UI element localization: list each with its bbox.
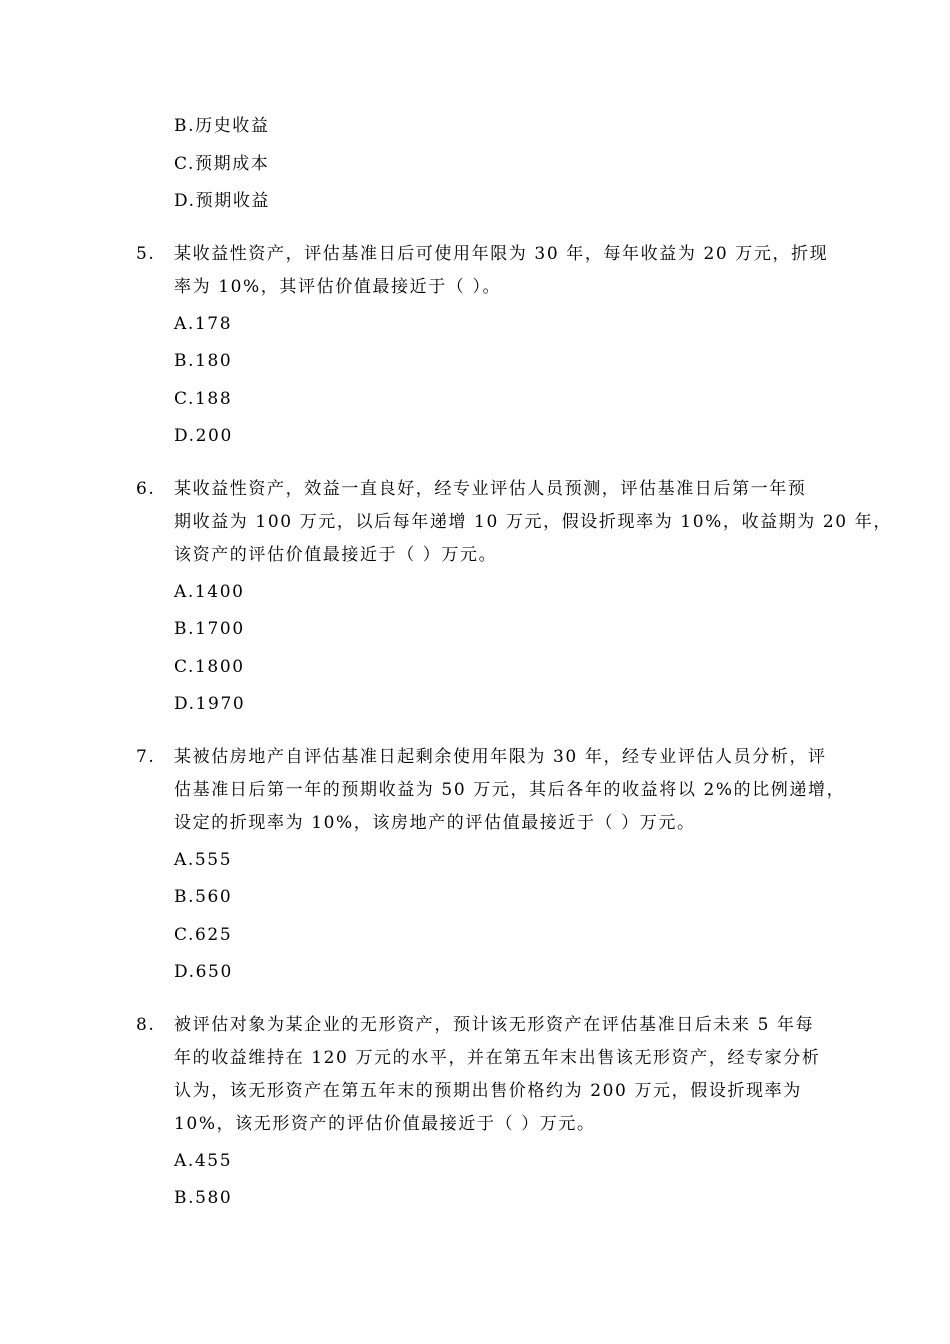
question-8-number: 8.: [136, 1015, 156, 1035]
question-8-line-3: 认为，该无形资产在第五年末的预期出售价格约为 200 万元，假设折现率为: [174, 1081, 802, 1101]
question-8-option-a: A.455: [174, 1151, 233, 1171]
question-5-option-a: A.178: [174, 314, 233, 334]
question-6-line-2: 期收益为 100 万元，以后每年递增 10 万元，假设折现率为 10%，收益期为 20 年，: [174, 512, 892, 532]
question-5-line-1: 某收益性资产，评估基准日后可使用年限为 30 年，每年收益为 20 万元，折现: [174, 244, 829, 264]
question-8-option-b: B.580: [174, 1188, 233, 1208]
question-7-option-b: B.560: [174, 887, 233, 907]
question-7-number: 7.: [136, 747, 156, 767]
question-6-number: 6.: [136, 479, 156, 499]
question-6-option-b: B.1700: [174, 619, 245, 639]
question-8-line-2: 年的收益维持在 120 万元的水平，并在第五年末出售该无形资产，经专家分析: [174, 1048, 821, 1068]
question-7-option-c: C.625: [174, 925, 233, 945]
question-8-line-4: 10%，该无形资产的评估价值最接近于（ ）万元。: [174, 1114, 596, 1134]
option-d-prev: D.预期收益: [174, 191, 271, 211]
question-5-option-b: B.180: [174, 351, 233, 371]
question-7-line-3: 设定的折现率为 10%，该房地产的评估值最接近于（ ）万元。: [174, 813, 696, 833]
question-5-option-c: C.188: [174, 389, 233, 409]
question-6-option-d: D.1970: [174, 694, 246, 714]
question-7-line-2: 估基准日后第一年的预期收益为 50 万元，其后各年的收益将以 2%的比例递增，: [174, 780, 846, 800]
option-b-prev: B.历史收益: [174, 116, 270, 136]
question-6-option-a: A.1400: [174, 582, 245, 602]
question-7-option-a: A.555: [174, 850, 233, 870]
question-6-line-3: 该资产的评估价值最接近于（ ）万元。: [174, 545, 498, 565]
question-5-line-2: 率为 10%，其评估价值最接近于（ ）。: [174, 277, 502, 297]
question-5-option-d: D.200: [174, 426, 233, 446]
question-5-number: 5.: [136, 244, 156, 264]
question-8-line-1: 被评估对象为某企业的无形资产，预计该无形资产在评估基准日后未来 5 年每: [174, 1015, 815, 1035]
question-7-line-1: 某被估房地产自评估基准日起剩余使用年限为 30 年，经专业评估人员分析，评: [174, 747, 827, 767]
option-c-prev: C.预期成本: [174, 154, 270, 174]
question-6-option-c: C.1800: [174, 657, 245, 677]
question-7-option-d: D.650: [174, 962, 233, 982]
question-6-line-1: 某收益性资产，效益一直良好，经专业评估人员预测，评估基准日后第一年预: [174, 479, 807, 499]
